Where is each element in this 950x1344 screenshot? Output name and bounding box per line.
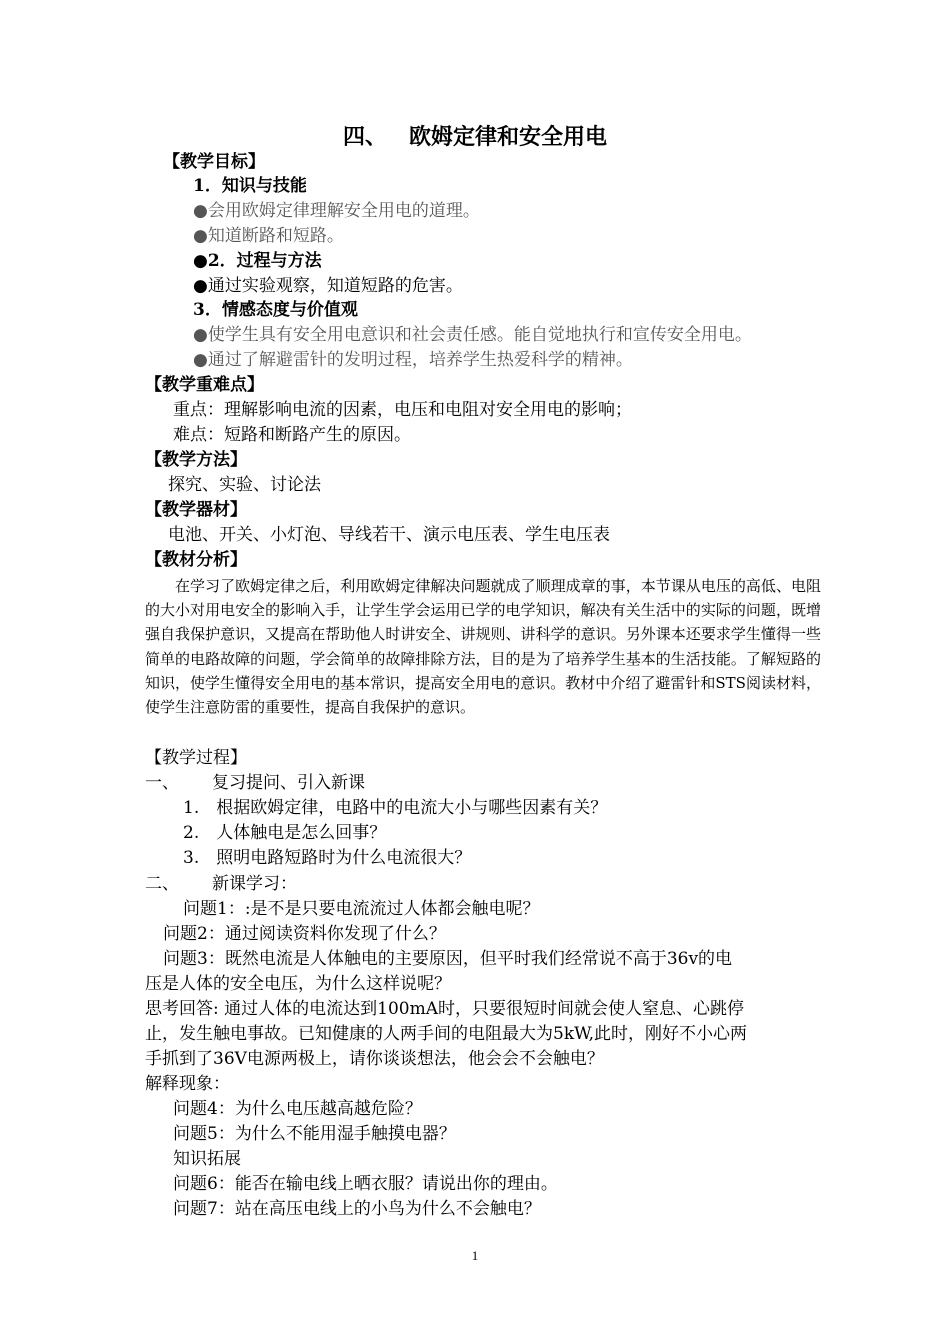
analysis-paragraph: 在学习了欧姆定律之后，利用欧姆定律解决问题就成了顺理成章的事，本节课从电压的高低、电阻的大小对用电安全的影响入手，让学生学会运用已学的电学知识，解决有关生活中的实际的问题，既增强自我保护意识，又提高在帮助他人时讲安全、讲规则、讲科学的意识。另外课本还要求学生懂得一些简单的电路故障的问题，学会简单的故障排除方法，目的是为了培养学生基本的生活技能。了解短路的知识，使学生懂得安全用电的基本常识，提高安全用电的意识。教材中介绍了避雷针和STS阅读材料，使学生注意防雷的重要性，提高自我保护的意识。 xyxy=(145,577,821,717)
question-7: 问题7：站在高压电线上的小鸟为什么不会触电？ xyxy=(173,1199,541,1219)
title-text: 欧姆定律和安全用电 xyxy=(409,124,608,150)
page-number: 1 xyxy=(471,1248,479,1263)
key-point-focus: 重点：理解影响电流的因素，电压和电阻对安全用电的影响； xyxy=(173,400,632,420)
page-title xyxy=(0,122,950,152)
review-question: 3. 照明电路短路时为什么电流很大？ xyxy=(183,848,472,868)
methods-heading: 【教学方法】 xyxy=(145,450,247,470)
section-two-number: 二、 xyxy=(145,874,179,894)
think-answer-line: 止，发生触电事故。已知健康的人两手间的电阻最大为5kW,此时，刚好不小心两 xyxy=(145,1024,748,1044)
attitude-heading: 3．情感态度与价值观 xyxy=(193,300,358,320)
section-one-title: 复习提问、引入新课 xyxy=(212,773,365,793)
question-5: 问题5：为什么不能用湿手触摸电器？ xyxy=(173,1124,456,1144)
think-answer-line: 手抓到了36V电源两极上，请你谈谈想法，他会会不会触电？ xyxy=(145,1049,604,1069)
title-number: 四、 xyxy=(342,124,387,150)
review-question: 1. 根据欧姆定律，电路中的电流大小与哪些因素有关？ xyxy=(183,798,608,818)
methods-text: 探究、实验、讨论法 xyxy=(168,475,321,495)
explain-label: 解释现象： xyxy=(145,1074,230,1094)
attitude-item: ●通过了解避雷针的发明过程，培养学生热爱科学的精神。 xyxy=(193,350,633,370)
equipment-heading: 【教学器材】 xyxy=(145,500,247,520)
process-heading: ●2．过程与方法 xyxy=(193,251,322,271)
section-two xyxy=(145,872,297,896)
knowledge-item: ●会用欧姆定律理解安全用电的道理。 xyxy=(193,201,480,221)
question-3-line: 压是人体的安全电压，为什么这样说呢？ xyxy=(145,974,451,994)
section-one xyxy=(145,771,365,795)
equipment-text: 电池、开关、小灯泡、导线若干、演示电压表、学生电压表 xyxy=(168,525,610,545)
process-heading: 【教学过程】 xyxy=(145,748,247,768)
key-points-heading: 【教学重难点】 xyxy=(145,375,264,395)
analysis-heading: 【教材分析】 xyxy=(145,550,247,570)
question-4: 问题4：为什么电压越高越危险？ xyxy=(173,1099,422,1119)
question-1: 问题1：:是不是只要电流流过人体都会触电呢？ xyxy=(183,899,540,919)
attitude-item: ●使学生具有安全用电意识和社会责任感。能自觉地执行和宣传安全用电。 xyxy=(193,325,752,345)
review-question: 2. 人体触电是怎么回事？ xyxy=(183,823,387,843)
knowledge-heading: 1．知识与技能 xyxy=(193,176,307,196)
think-answer-line: 思考回答: 通过人体的电流达到100mA时，只要很短时间就会使人窒息、心跳停 xyxy=(145,999,744,1019)
question-6: 问题6：能否在输电线上晒衣服？请说出你的理由。 xyxy=(173,1174,558,1194)
question-2: 问题2：通过阅读资料你发现了什么？ xyxy=(163,924,446,944)
extension-label: 知识拓展 xyxy=(173,1149,241,1169)
objectives-heading: 【教学目标】 xyxy=(163,152,265,172)
question-3-line: 问题3：既然电流是人体触电的主要原因，但平时我们经常说不高于36v的电 xyxy=(163,949,733,969)
section-two-title: 新课学习： xyxy=(212,874,297,894)
knowledge-item: ●知道断路和短路。 xyxy=(193,226,344,246)
key-point-difficulty: 难点：短路和断路产生的原因。 xyxy=(173,425,411,445)
section-one-number: 一、 xyxy=(145,773,179,793)
process-item: ●通过实验观察，知道短路的危害。 xyxy=(193,276,463,296)
